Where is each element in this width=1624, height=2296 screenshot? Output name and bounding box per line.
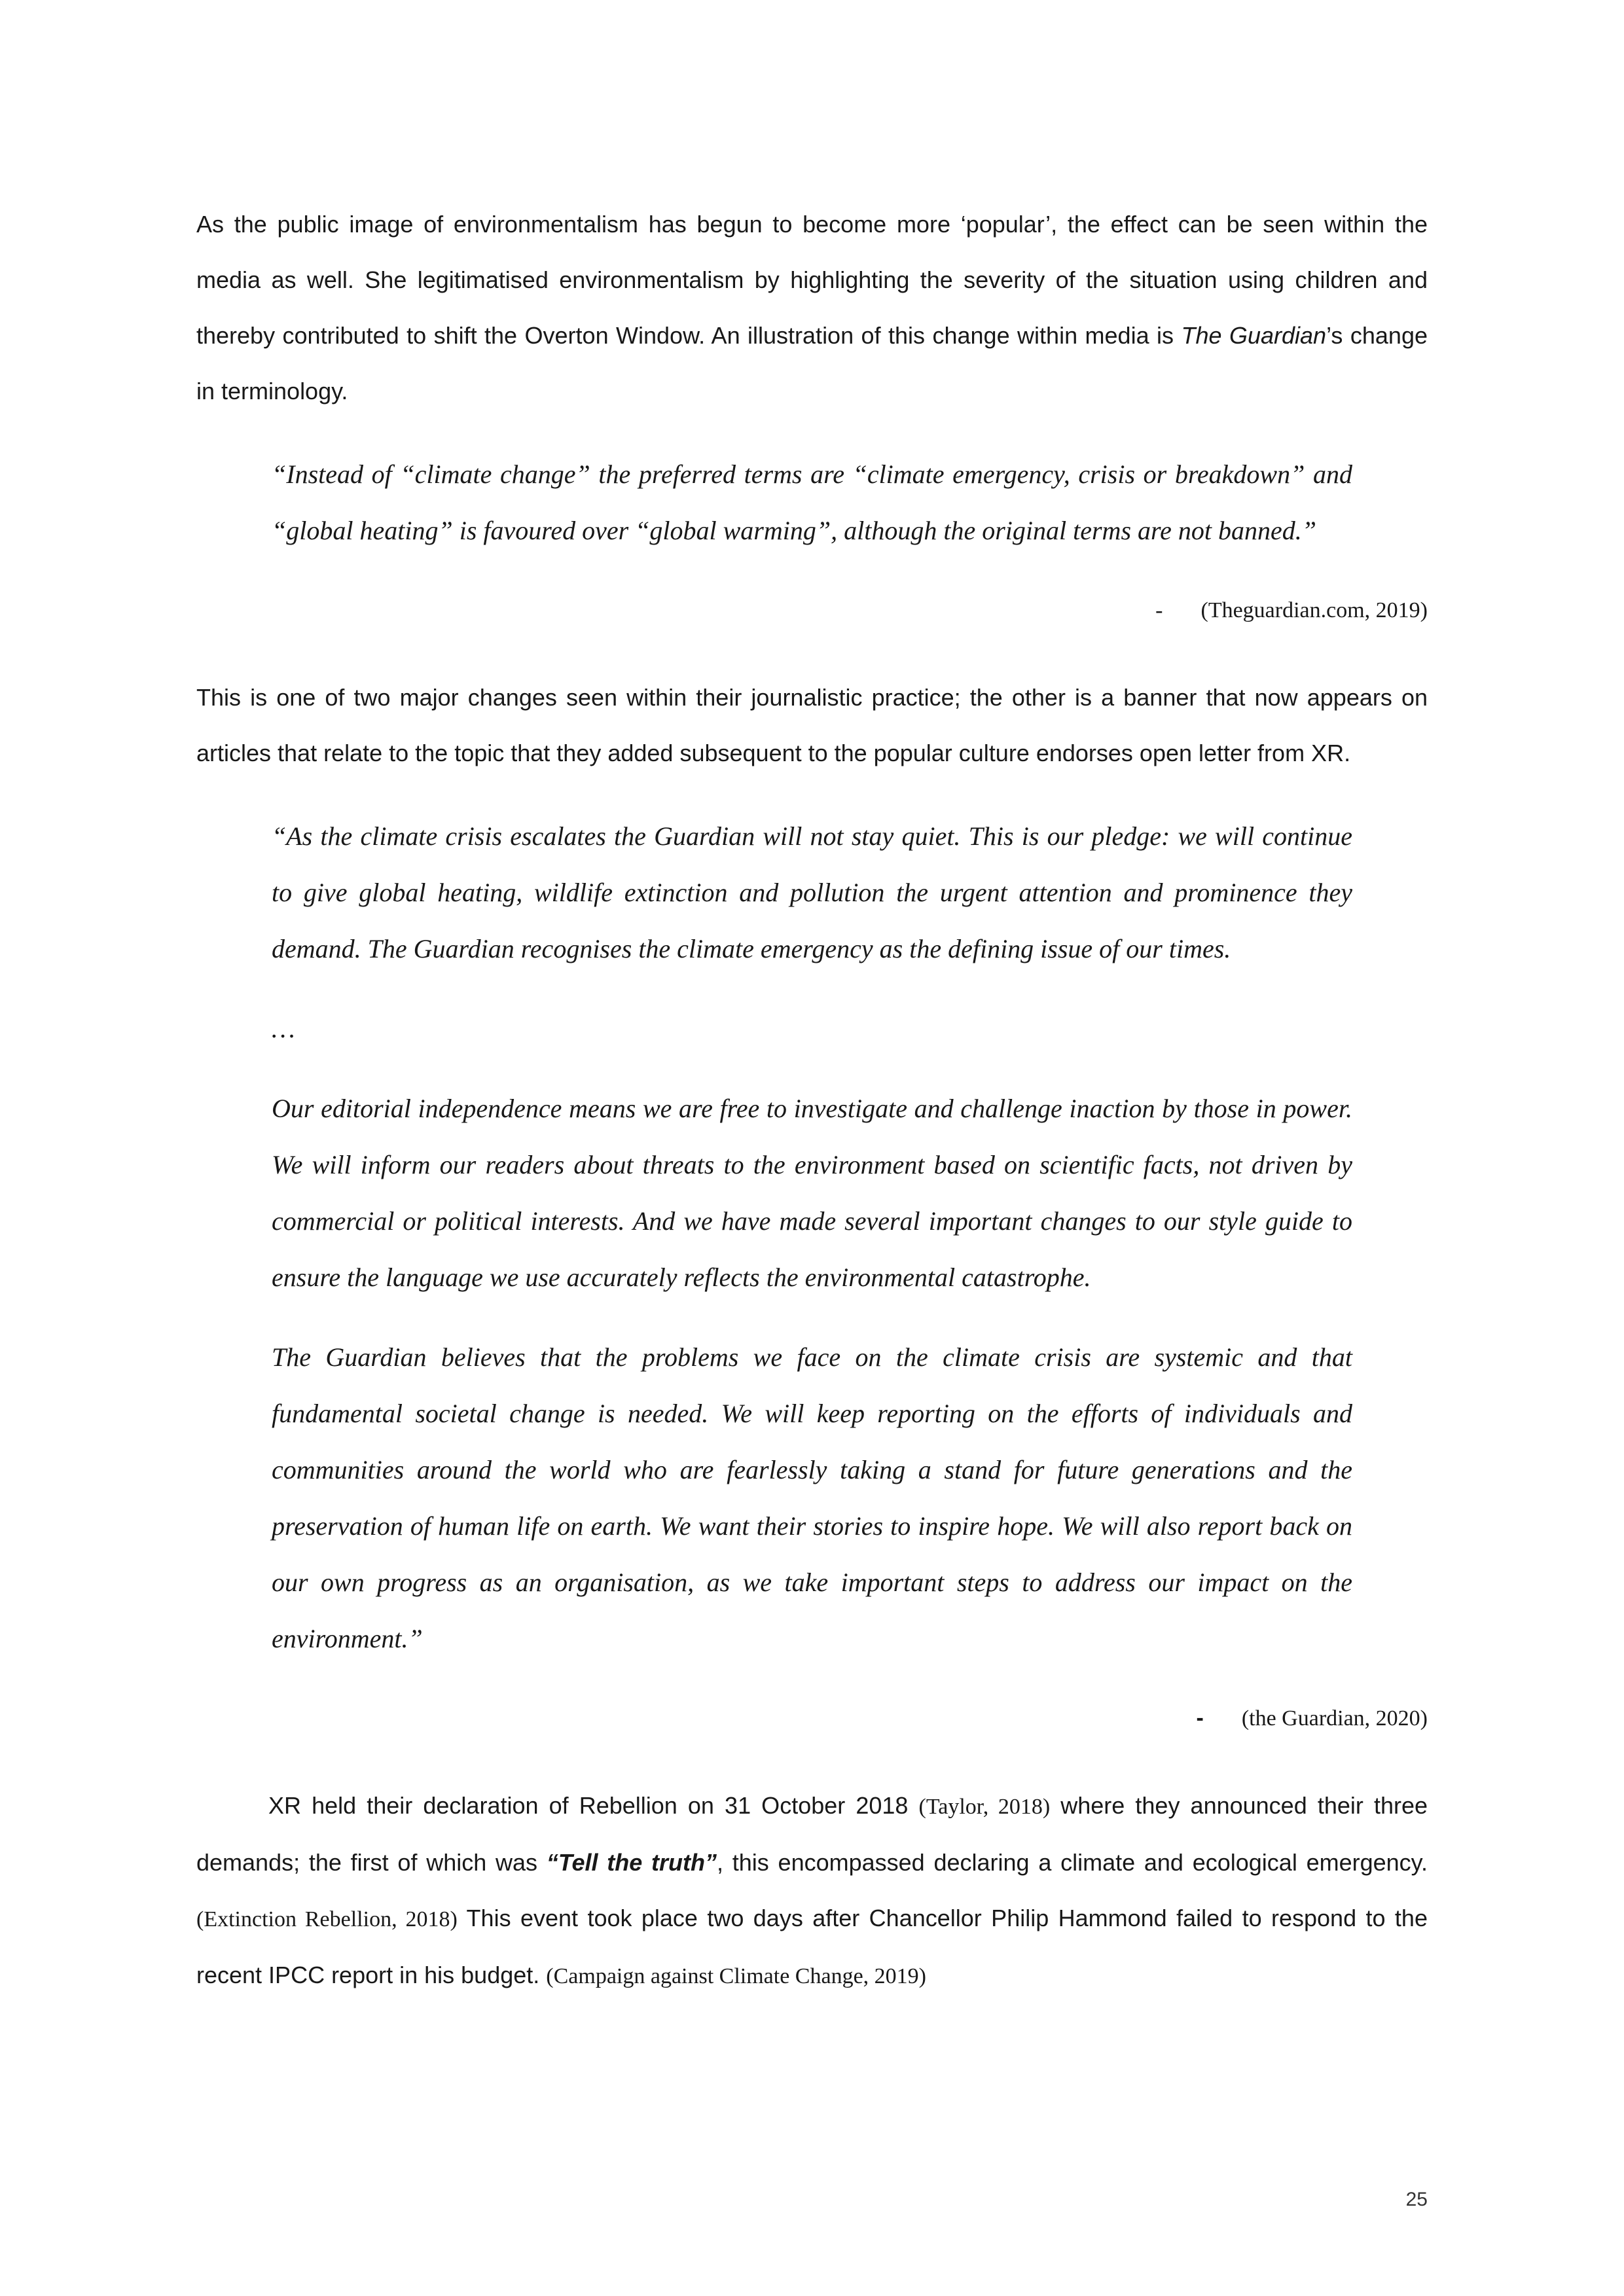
xr-text-c: , this encompassed declaring a climate and ecological emergency. [717, 1849, 1428, 1876]
pledge-paragraph-3: The Guardian believes that the problems we face on the climate crisis are systemic and that fundamental societal change is needed. We will keep reporting on the efforts of individuals and communities around the world who are fearlessly taking a stand for future generations and the preservation of human life on earth. We want their stories to inspire hope. We will also report back on our own progress as an organisation, as we take important steps to address our impact on the environment.” [272, 1342, 1352, 1653]
pledge-paragraph-2: Our editorial independence means we are free to investigate and challenge inaction by those in power. We will inform our readers about threats to the environment based on scientific facts, not driven by commercial or political interests. And we have made several important changes to our style guide to ensure the language we use accurately reflects the environmental catastrophe. [272, 1094, 1352, 1292]
citation-dash: - [1196, 1706, 1204, 1731]
xr-text-b: where they announced their three demands; the first of which was [196, 1792, 1428, 1876]
publication-title-italic: The Guardian [1181, 322, 1327, 349]
pledge-ellipsis: … [272, 1014, 295, 1043]
pledge-paragraph-1: “As the climate crisis escalates the Guardian will not stay quiet. This is our pledge: we will continue to give global heating, wildlife extinction and pollution the urgent attention and prominence they demand. The Guardian recognises the climate emergency as the defining issue of our times. [272, 821, 1352, 963]
page-number: 25 [1405, 2189, 1428, 2210]
citation-text: (the Guardian, 2020) [1241, 1706, 1428, 1731]
citation-guardian-2020 [196, 1691, 1428, 1746]
blockquote-guardian-pledge [272, 808, 1352, 1667]
blockquote-terminology-text: “Instead of “climate change” the preferred terms are “climate emergency, crisis or breakdown” and “global heating” is favoured over “global warming”, although the original terms are not banned.” [272, 459, 1352, 545]
inline-citation-campaign-against-climate-change-2019: (Campaign against Climate Change, 2019) [546, 1964, 926, 1988]
paragraph-intro [196, 196, 1428, 419]
blockquote-terminology [272, 446, 1352, 559]
xr-text-d: This event took place two days after Chancellor Philip Hammond failed to respond to the recent IPCC report in his budget. [196, 1905, 1428, 1988]
citation-text: (Theguardian.com, 2019) [1200, 598, 1428, 622]
citation-dash: - [1155, 598, 1163, 622]
paragraph-intro-text-b: ’s change in terminology. [196, 322, 1428, 404]
tell-the-truth-emphasis: “Tell the truth” [546, 1849, 717, 1876]
inline-citation-extinction-rebellion-2018: (Extinction Rebellion, 2018) [196, 1907, 458, 1931]
paragraph-intro-text-a: As the public image of environmentalism has begun to become more ‘popular’, the effect can be seen within the media as well. She legitimatised environmentalism by highlighting the severity of the situation using children and thereby contributed to shift the Overton Window. An illustration of this change within media is [196, 211, 1428, 349]
citation-theguardian-2019 [196, 583, 1428, 638]
paragraph-journalistic-changes: This is one of two major changes seen within their journalistic practice; the other is a banner that now appears on articles that relate to the topic that they added subsequent to the popular culture endorses open letter from XR. [196, 684, 1428, 766]
inline-citation-taylor-2018: (Taylor, 2018) [918, 1795, 1051, 1819]
paragraph-xr-declaration [196, 1778, 1428, 2004]
xr-text-a: XR held their declaration of Rebellion on 31 October 2018 [268, 1792, 919, 1819]
